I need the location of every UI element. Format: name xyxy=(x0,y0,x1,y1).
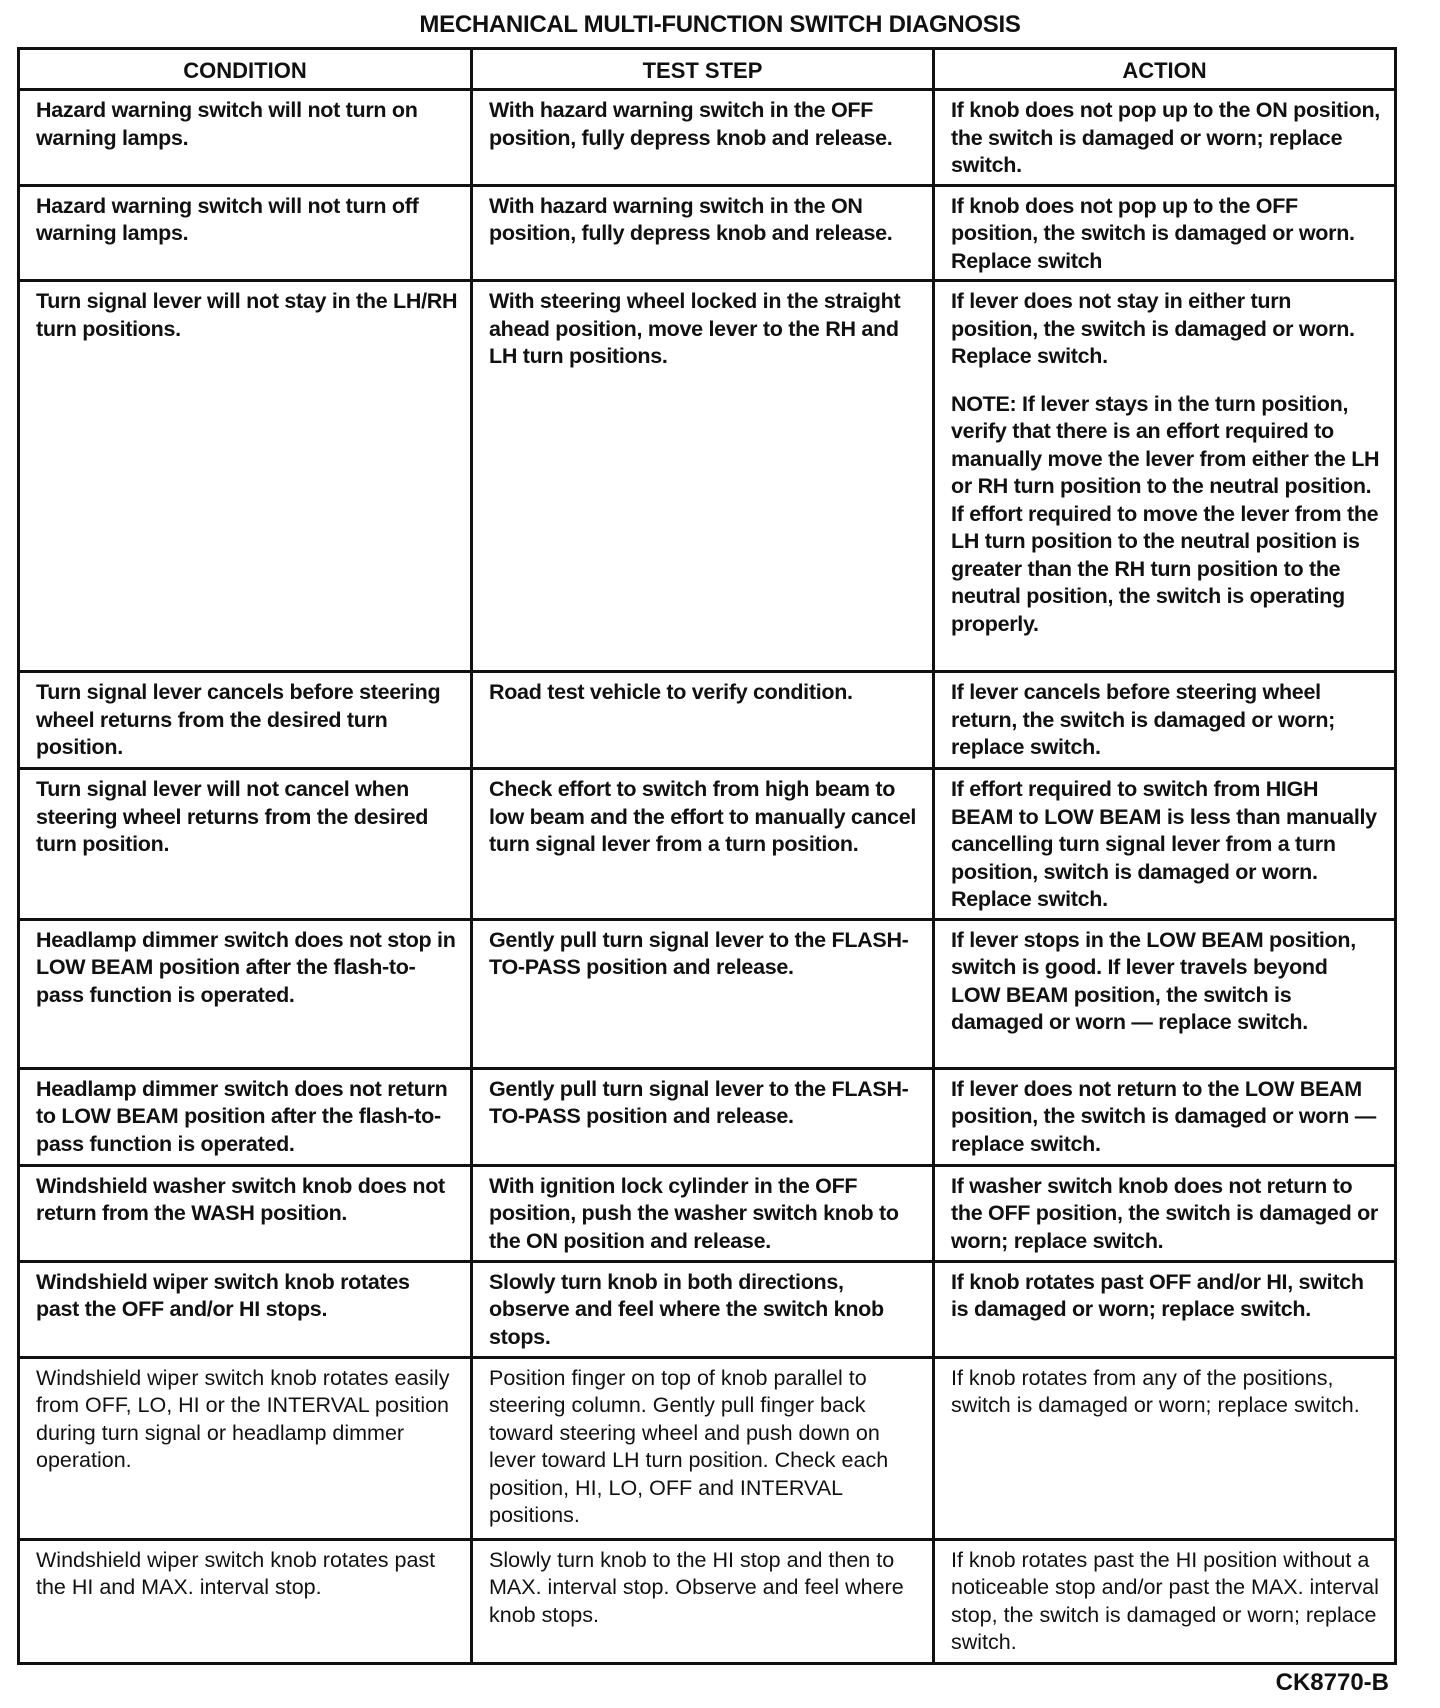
action-cell: If knob rotates past the HI position without a noticeable stop and/or past the MAX. interval stop, the switch is damaged or worn; replace switch. xyxy=(934,1539,1396,1663)
action-cell: If knob rotates past OFF and/or HI, switch is damaged or worn; replace switch. xyxy=(934,1261,1396,1357)
condition-cell: Windshield wiper switch knob rotates past the HI and MAX. interval stop. xyxy=(19,1539,472,1663)
action-cell: If knob does not pop up to the ON position, the switch is damaged or worn; replace switch. xyxy=(934,90,1396,186)
condition-cell: Windshield washer switch knob does not return from the WASH position. xyxy=(19,1165,472,1261)
test-step-cell: With steering wheel locked in the straight ahead position, move lever to the RH and LH turn positions. xyxy=(472,281,934,672)
test-step-cell: Slowly turn knob to the HI stop and then to MAX. interval stop. Observe and feel where knob stops. xyxy=(472,1539,934,1663)
action-cell: If lever cancels before steering wheel return, the switch is damaged or worn; replace switch. xyxy=(934,672,1396,769)
table-row xyxy=(19,1165,1396,1261)
action-cell: If effort required to switch from HIGH BEAM to LOW BEAM is less than manually cancelling turn signal lever from a turn position, switch is damaged or worn. Replace switch. xyxy=(934,769,1396,920)
action-cell: If lever does not return to the LOW BEAM position, the switch is damaged or worn — replace switch. xyxy=(934,1068,1396,1165)
test-step-cell: Check effort to switch from high beam to low beam and the effort to manually cancel turn signal lever from a turn position. xyxy=(472,769,934,920)
test-step-cell: With hazard warning switch in the ON position, fully depress knob and release. xyxy=(472,185,934,281)
header-action: ACTION xyxy=(934,49,1396,90)
diagnosis-table xyxy=(17,47,1397,1665)
action-cell: If washer switch knob does not return to the OFF position, the switch is damaged or worn; replace switch. xyxy=(934,1165,1396,1261)
condition-cell: Hazard warning switch will not turn off warning lamps. xyxy=(19,185,472,281)
action-note: NOTE: If lever stays in the turn position, verify that there is an effort required to manually move the lever from either the LH or RH turn position to the neutral position. If effort required to move the lever from the LH turn position to the neutral position is greater than the RH turn position to the neutral position, the switch is operating properly. xyxy=(951,391,1380,636)
condition-cell: Turn signal lever cancels before steering wheel returns from the desired turn position. xyxy=(19,672,472,769)
table-row xyxy=(19,90,1396,186)
table-row xyxy=(19,919,1396,1068)
test-step-cell: With hazard warning switch in the OFF position, fully depress knob and release. xyxy=(472,90,934,186)
table-row xyxy=(19,1261,1396,1357)
condition-cell: Windshield wiper switch knob rotates easily from OFF, LO, HI or the INTERVAL position during turn signal or headlamp dimmer operation. xyxy=(19,1357,472,1539)
test-step-cell: With ignition lock cylinder in the OFF position, push the washer switch knob to the ON position and release. xyxy=(472,1165,934,1261)
test-step-cell: Slowly turn knob in both directions, observe and feel where the switch knob stops. xyxy=(472,1261,934,1357)
header-row xyxy=(19,49,1396,90)
table-row xyxy=(19,185,1396,281)
table-row xyxy=(19,672,1396,769)
condition-cell: Hazard warning switch will not turn on warning lamps. xyxy=(19,90,472,186)
header-test-step: TEST STEP xyxy=(472,49,934,90)
table-row xyxy=(19,1539,1396,1663)
figure-code: CK8770-B xyxy=(1275,1669,1389,1696)
table-row xyxy=(19,281,1396,672)
condition-cell: Turn signal lever will not stay in the LH/RH turn positions. xyxy=(19,281,472,672)
action-text: If lever does not stay in either turn position, the switch is damaged or worn. Replace switch. xyxy=(951,289,1355,368)
table-row xyxy=(19,769,1396,920)
action-cell: If knob rotates from any of the positions, switch is damaged or worn; replace switch. xyxy=(934,1357,1396,1539)
header-condition: CONDITION xyxy=(19,49,472,90)
test-step-cell: Position finger on top of knob parallel to steering column. Gently pull finger back toward steering wheel and push down on lever toward LH turn position. Check each position, HI, LO, OFF and INTERVAL positions. xyxy=(472,1357,934,1539)
page-title: MECHANICAL MULTI-FUNCTION SWITCH DIAGNOSIS xyxy=(419,11,1021,38)
action-cell: If lever stops in the LOW BEAM position, switch is good. If lever travels beyond LOW BEAM position, the switch is damaged or worn — replace switch. xyxy=(934,919,1396,1068)
condition-cell: Turn signal lever will not cancel when steering wheel returns from the desired turn position. xyxy=(19,769,472,920)
condition-cell: Windshield wiper switch knob rotates past the OFF and/or HI stops. xyxy=(19,1261,472,1357)
table-row xyxy=(19,1357,1396,1539)
condition-cell: Headlamp dimmer switch does not stop in LOW BEAM position after the flash-to-pass function is operated. xyxy=(19,919,472,1068)
condition-cell: Headlamp dimmer switch does not return to LOW BEAM position after the flash-to-pass function is operated. xyxy=(19,1068,472,1165)
action-cell xyxy=(934,281,1396,672)
test-step-cell: Gently pull turn signal lever to the FLASH-TO-PASS position and release. xyxy=(472,919,934,1068)
test-step-cell: Gently pull turn signal lever to the FLASH-TO-PASS position and release. xyxy=(472,1068,934,1165)
action-cell: If knob does not pop up to the OFF position, the switch is damaged or worn. Replace switch xyxy=(934,185,1396,281)
test-step-cell: Road test vehicle to verify condition. xyxy=(472,672,934,769)
table-row xyxy=(19,1068,1396,1165)
